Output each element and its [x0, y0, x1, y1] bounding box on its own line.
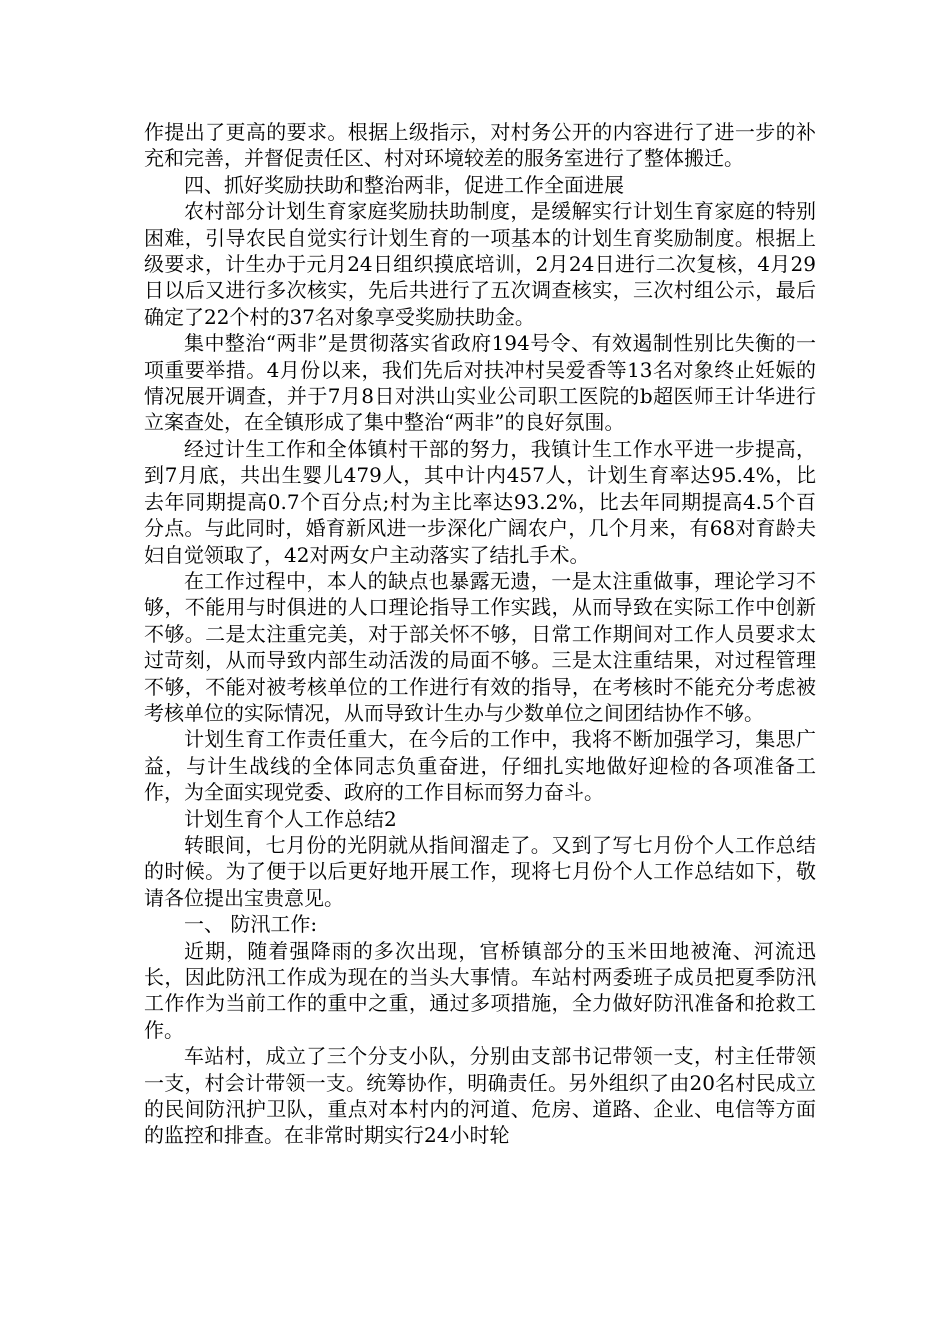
paragraph-reward-assistance: 农村部分计划生育家庭奖励扶助制度，是缓解实行计划生育家庭的特别困难，引导农民自觉实行计划生育的一项基本的计划生育奖励制度。根据上级要求，计生办于元月24日组织摸底培训，2月24日进行二次复核，4月29日以后又进行多次核实，先后共进行了五次调查核实，三次村组公示，最后确定了22个村的37名对象享受奖励扶助金。 — [144, 199, 816, 329]
paragraph-continuation: 作提出了更高的要求。根据上级指示，对村务公开的内容进行了进一步的补充和完善，并督促责任区、村对环境较差的服务室进行了整体搬迁。 — [144, 120, 816, 171]
summary-two-title: 计划生育个人工作总结2 — [184, 806, 397, 831]
paragraph-flood-teams: 车站村，成立了三个分支小队，分别由支部书记带领一支，村主任带领一支，村会计带领一支。统筹协作，明确责任。另外组织了由20名村民成立的民间防汛护卫队，重点对本村内的河道、危房、道路、企业、电信等方面的监控和排查。在非常时期实行24小时轮 — [144, 1044, 816, 1148]
paragraph-introduction: 转眼间，七月份的光阴就从指间溜走了。又到了写七月份个人工作总结的时候。为了便于以后更好地开展工作，现将七月份个人工作总结如下，敬请各位提出宝贵意见。 — [144, 832, 816, 910]
paragraph-two-non-rectification: 集中整治“两非”是贯彻落实省政府194号令、有效遏制性别比失衡的一项重要举措。4月份以来，我们先后对扶冲村吴爱香等13名对象终止妊娠的情况展开调查，并于7月8日对洪山实业公司职工医院的b超医师王计华进行立案查处，在全镇形成了集中整治“两非”的良好氛围。 — [144, 331, 816, 435]
document-page — [144, 119, 816, 1149]
paragraph-results: 经过计生工作和全体镇村干部的努力，我镇计生工作水平进一步提高，到7月底，共出生婴儿479人，其中计内457人，计划生育率达95.4%，比去年同期提高0.7个百分点;村为主比率达93.2%，比去年同期提高4.5个百分点。与此同时，婚育新风进一步深化广阔农户，几个月来，有68对育龄夫妇自觉领取了，42对两女户主动落实了结扎手术。 — [144, 436, 816, 567]
section-heading-four: 四、抓好奖励扶助和整治两非，促进工作全面进展 — [184, 172, 624, 197]
section-heading-flood-control: 一、 防汛工作: — [184, 912, 318, 937]
paragraph-flood-situation: 近期，随着强降雨的多次出现，官桥镇部分的玉米田地被淹、河流迅长，因此防汛工作成为现在的当头大事情。车站村两委班子成员把夏季防汛工作作为当前工作的重中之重，通过多项措施，全力做好防汛准备和抢救工作。 — [144, 938, 816, 1042]
paragraph-outlook: 计划生育工作责任重大，在今后的工作中，我将不断加强学习，集思广益，与计生战线的全体同志负重奋进，仔细扎实地做好迎检的各项准备工作，为全面实现党委、政府的工作目标而努力奋斗。 — [144, 727, 816, 805]
paragraph-shortcomings: 在工作过程中，本人的缺点也暴露无遗，一是太注重做事，理论学习不够，不能用与时俱进的人口理论指导工作实践，从而导致在实际工作中创新不够。二是太注重完美，对于部关怀不够，日常工作期间对工作人员要求太过苛刻，从而导致内部生动活泼的局面不够。三是太注重结果，对过程管理不够，不能对被考核单位的工作进行有效的指导，在考核时不能充分考虑被考核单位的实际情况，从而导致计生办与少数单位之间团结协作不够。 — [144, 568, 816, 725]
